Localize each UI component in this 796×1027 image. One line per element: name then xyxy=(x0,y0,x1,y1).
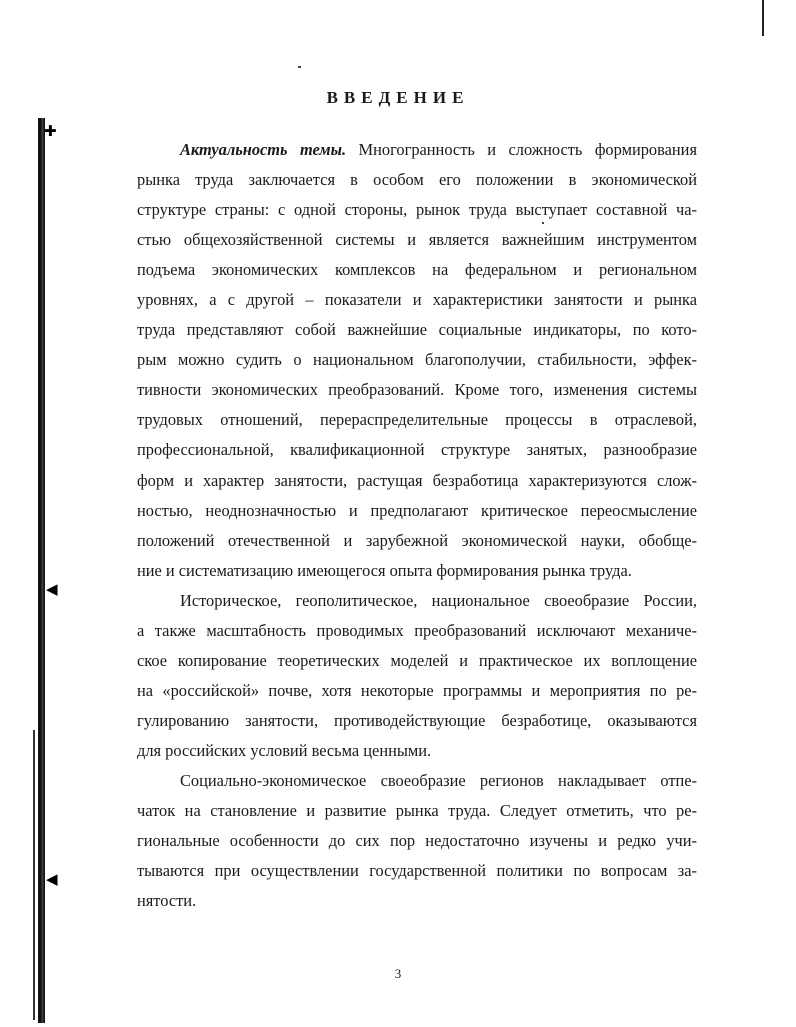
text-line: рынка труда заключается в особом его положении в экономической xyxy=(137,170,697,190)
text-line: а также масштабность проводимых преобразований исключают механиче- xyxy=(137,620,697,640)
text-line: профессиональной, квалификационной структуре занятых, разнообразие xyxy=(137,440,697,460)
text-line: для российских условий весьма ценными. xyxy=(137,740,432,760)
text-line: ское копирование теоретических моделей и практическое их воплощение xyxy=(137,650,697,670)
text-line: нятости. xyxy=(137,891,197,911)
page-title: ВВЕДЕНИЕ xyxy=(326,88,470,107)
margin-arrow-icon: ◀ xyxy=(46,580,58,598)
text-line: Социально-экономическое своеобразие регионов накладывает отпе- xyxy=(180,770,697,790)
text-line: тываются при осуществлении государственной политики по вопросам за- xyxy=(137,861,697,881)
text-line: стью общехозяйственной системы и является важнейшим инструментом xyxy=(137,230,697,250)
margin-arrow-icon: ✚ xyxy=(44,122,57,140)
lead-italic: Актуальность темы. xyxy=(180,140,347,159)
text-line: тивности экономических преобразований. Кроме того, изменения системы xyxy=(137,380,697,400)
text-line: труда представляют собой важнейшие социальные индикаторы, по кото- xyxy=(137,320,697,340)
text-line xyxy=(137,135,697,165)
scan-edge-bar xyxy=(38,118,45,1023)
body-text xyxy=(137,135,697,916)
text-line: уровнях, а с другой – показатели и характеристики занятости и рынка xyxy=(137,290,697,310)
text-line: ностью, неоднозначностью и предполагают критическое переосмысление xyxy=(137,500,697,520)
text-line: гиональные особенности до сих пор недостаточно изучены и редко учи- xyxy=(137,831,697,851)
text-line: на «российской» почве, хотя некоторые программы и мероприятия по ре- xyxy=(137,680,697,700)
text-line: ние и систематизацию имеющегося опыта формирования рынка труда. xyxy=(137,560,632,580)
page-number: 3 xyxy=(394,966,402,981)
margin-arrow-icon: ◀ xyxy=(46,870,58,888)
text-line: подъема экономических комплексов на федеральном и региональном xyxy=(137,260,697,280)
text-span: Многогранность и сложность формирования xyxy=(346,140,697,159)
text-line: гулированию занятости, противодействующие безработице, оказываются xyxy=(137,710,697,730)
text-line: чаток на становление и развитие рынка труда. Следует отметить, что ре- xyxy=(137,801,697,821)
scan-speck xyxy=(298,66,301,68)
text-line: рым можно судить о национальном благополучии, стабильности, эффек- xyxy=(137,350,697,370)
scan-corner-line xyxy=(762,0,764,36)
text-line: форм и характер занятости, растущая безработица характеризуются слож- xyxy=(137,470,697,490)
text-line: положений отечественной и зарубежной экономической науки, обобще- xyxy=(137,530,697,550)
text-line: Историческое, геополитическое, национальное своеобразие России, xyxy=(180,590,697,610)
text-line: структуре страны: с одной стороны, рынок труда выступает составной ча- xyxy=(137,200,697,220)
text-line: трудовых отношений, перераспределительные процессы в отраслевой, xyxy=(137,410,697,430)
